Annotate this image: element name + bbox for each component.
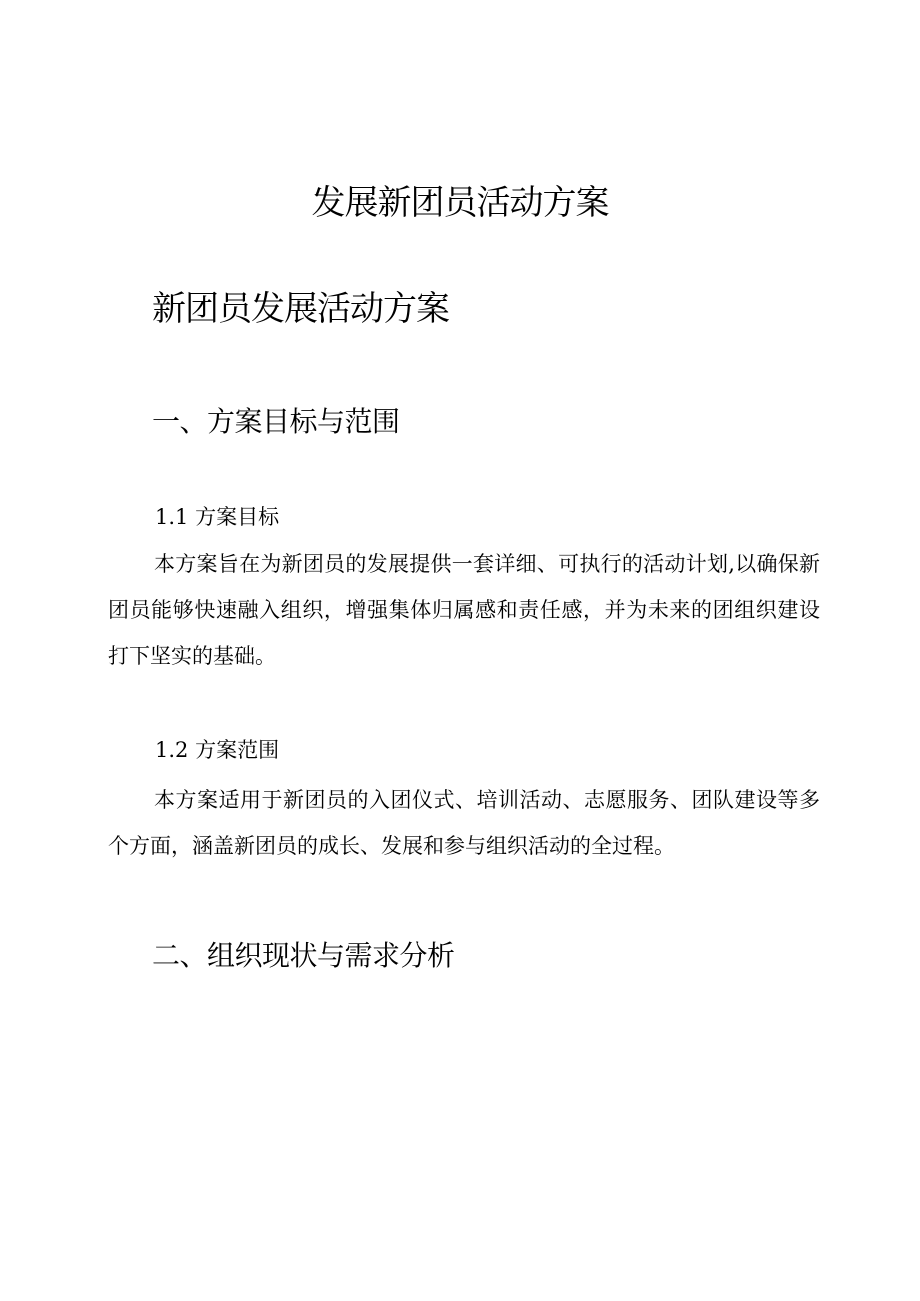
subsection-1-2-body: 本方案适用于新团员的入团仪式、培训活动、志愿服务、团队建设等多个方面，涵盖新团员的成长、发展和参与组织活动的全过程。 <box>108 788 820 858</box>
document-subtitle: 新团员发展活动方案 <box>152 289 449 329</box>
document-title: 发展新团员活动方案 <box>311 183 609 223</box>
subsection-1-1-body: 本方案旨在为新团员的发展提供一套详细、可执行的活动计划,以确保新团员能够快速融入组织，增强集体归属感和责任感，并为未来的团组织建设打下坚实的基础。 <box>108 552 820 668</box>
subsection-1-2-heading: 1.2 方案范围 <box>155 738 280 762</box>
subsection-1-1-heading: 1.1 方案目标 <box>155 505 280 529</box>
section-1-heading: 一、方案目标与范围 <box>152 405 400 438</box>
section-2-heading: 二、组织现状与需求分析 <box>152 939 455 972</box>
